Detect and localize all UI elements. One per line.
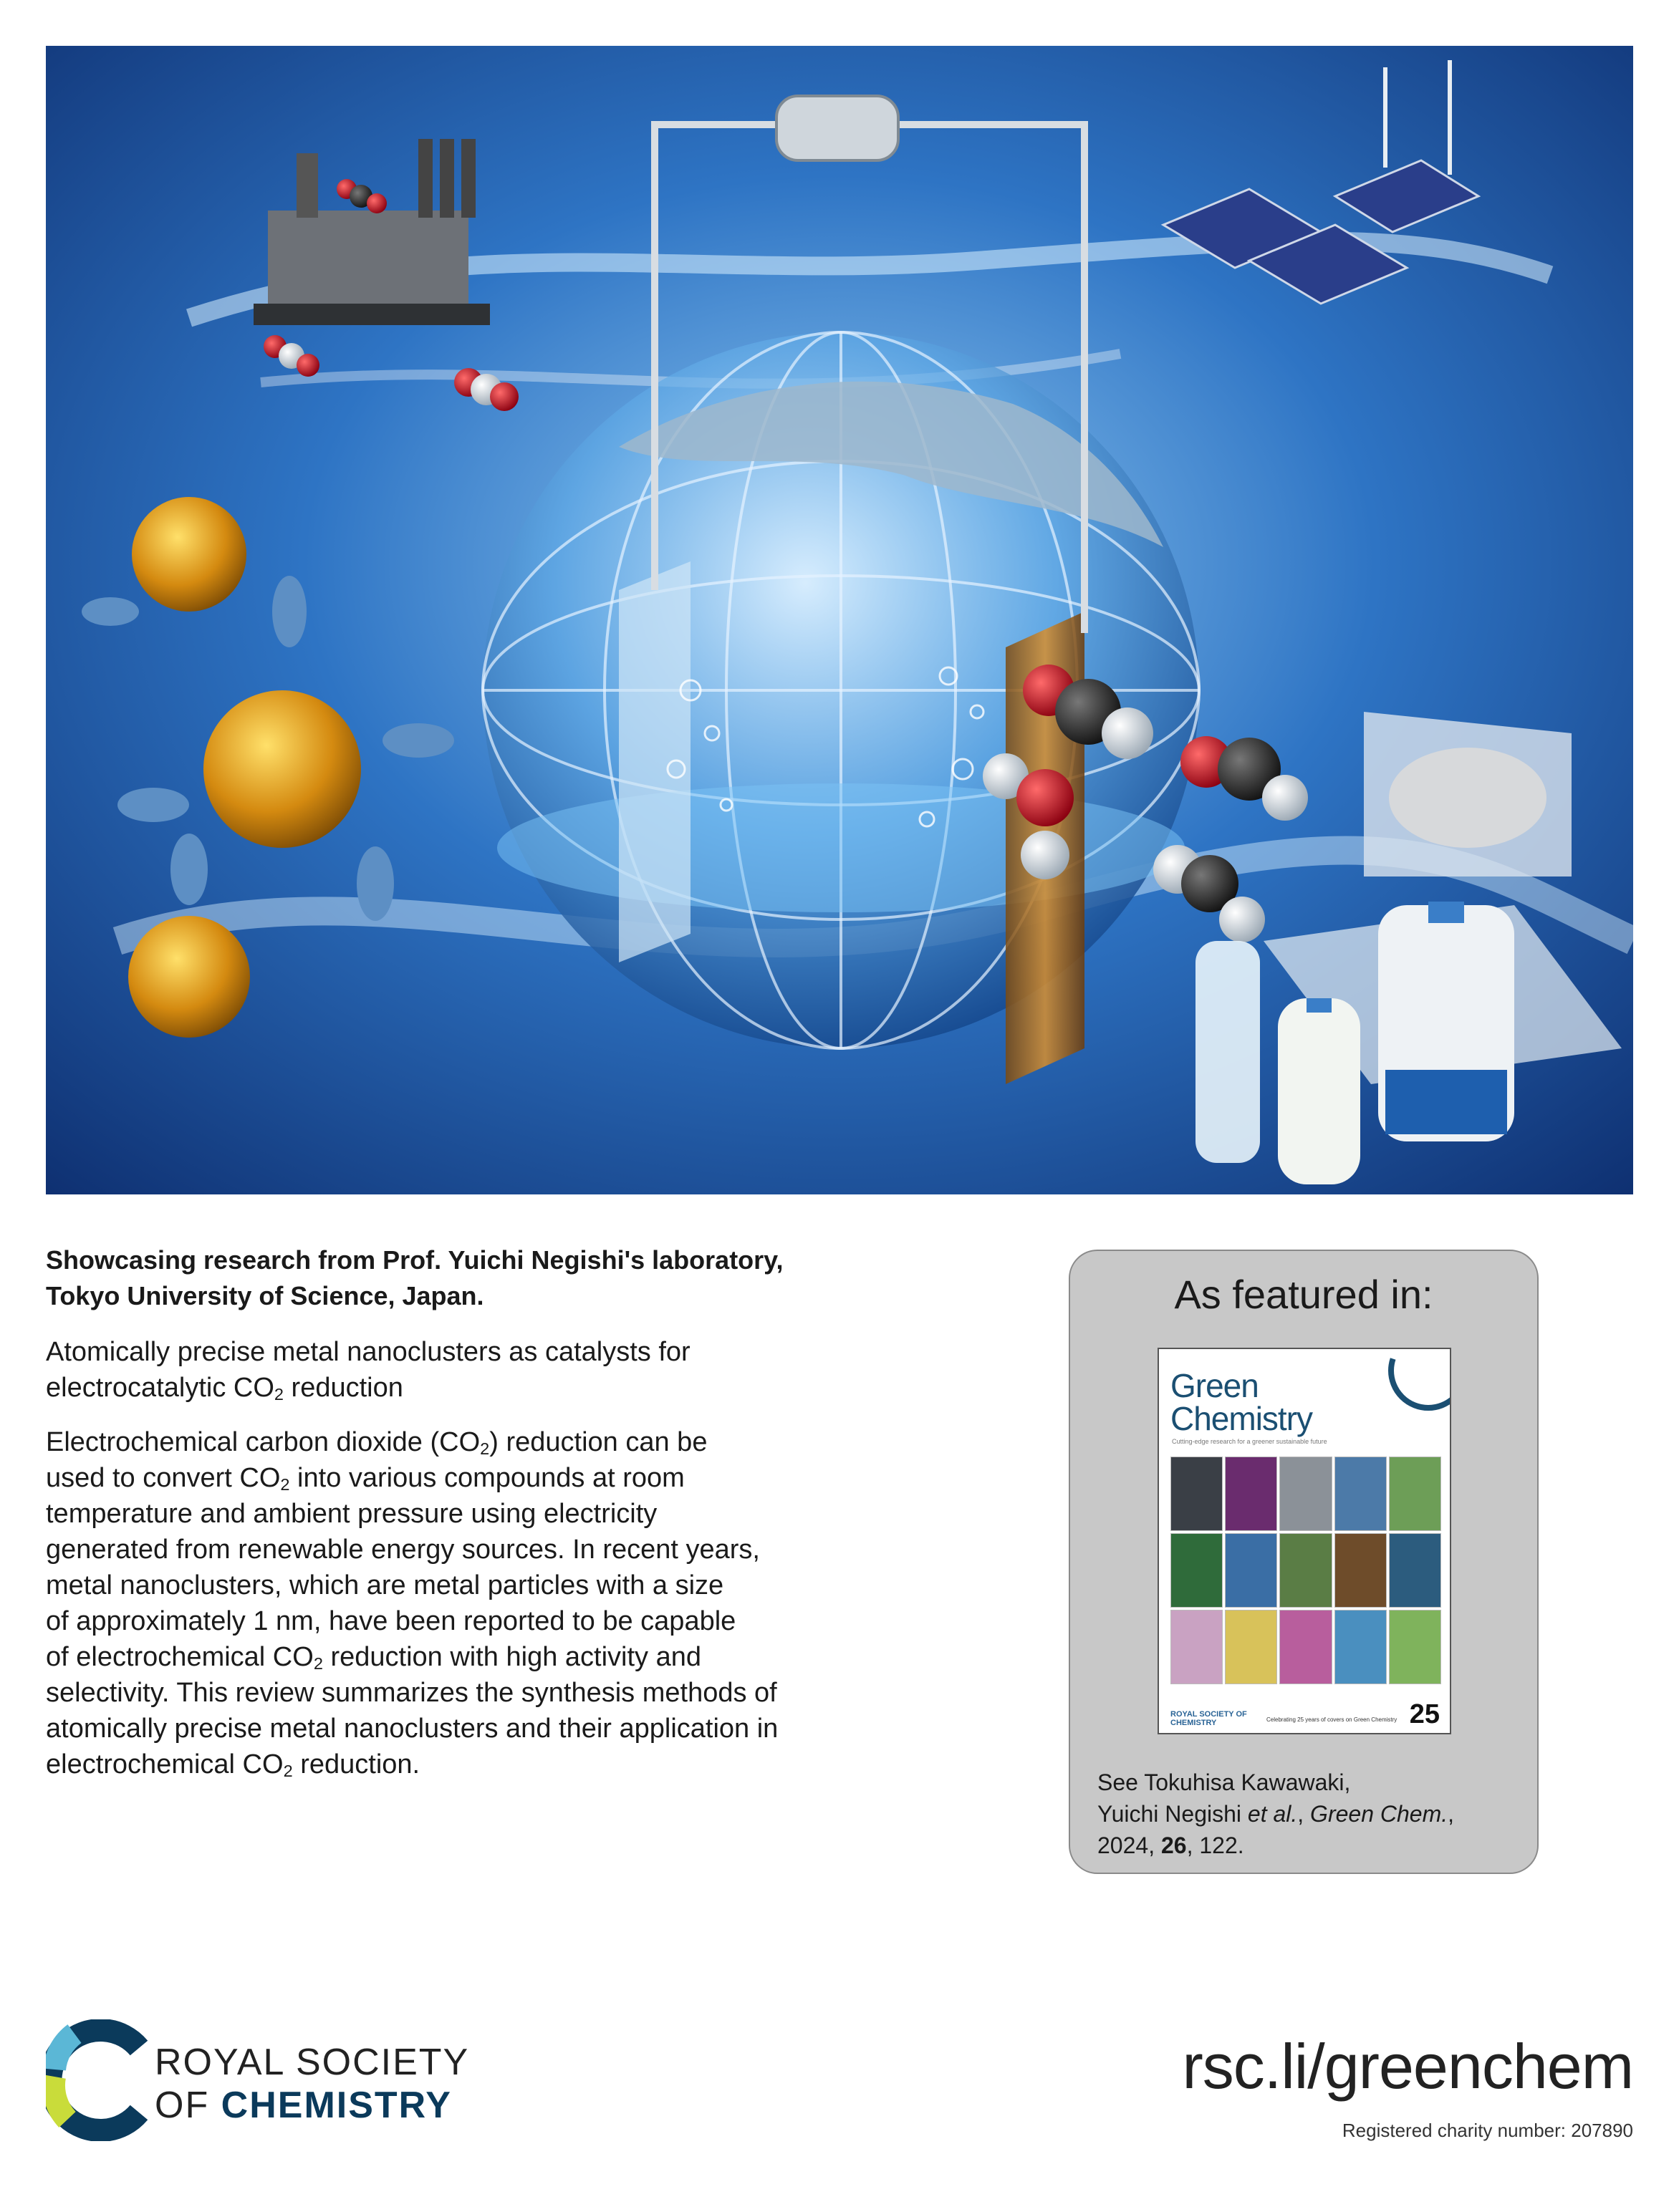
abstract-line: reduction with high activity and <box>322 1642 701 1672</box>
journal-title-line1: Green <box>1170 1367 1259 1404</box>
cover-mosaic <box>1170 1457 1441 1684</box>
featured-box <box>1069 1250 1539 1874</box>
co2-reduction-globe-illustration <box>46 46 1633 1194</box>
citation-separator: , <box>1297 1801 1311 1827</box>
rsc-of: OF <box>155 2085 221 2126</box>
article-title <box>46 1334 855 1406</box>
journal-footer-text: Celebrating 25 years of covers on Green Chemistry <box>1266 1716 1397 1723</box>
journal-title-line2: Chemistry <box>1170 1400 1313 1437</box>
citation-pages: , 122. <box>1186 1832 1244 1858</box>
abstract-line: electrochemical CO <box>46 1749 284 1779</box>
rsc-name-line2 <box>155 2084 452 2127</box>
abstract-line: selectivity. This review summarizes the synthesis methods of <box>46 1678 777 1708</box>
mosaic-tile <box>1279 1610 1332 1684</box>
abstract-line: atomically precise metal nanoclusters and their application in <box>46 1714 779 1744</box>
journal-url[interactable]: rsc.li/greenchem <box>1182 2031 1633 2102</box>
mosaic-tile <box>1279 1533 1332 1608</box>
citation-line: Yuichi Negishi <box>1097 1801 1248 1827</box>
abstract-line: temperature and ambient pressure using electricity <box>46 1499 658 1529</box>
mosaic-tile <box>1334 1457 1387 1531</box>
affiliation-line: Tokyo University of Science, Japan. <box>46 1281 484 1310</box>
mosaic-tile <box>1389 1533 1441 1608</box>
citation-line: See Tokuhisa Kawawaki, <box>1097 1769 1351 1795</box>
subscript: 2 <box>313 1654 323 1674</box>
subscript: 2 <box>274 1385 284 1404</box>
article-title-line2-end: reduction <box>284 1373 403 1403</box>
et-al: et al. <box>1247 1801 1298 1827</box>
citation-volume: 26 <box>1160 1832 1187 1858</box>
abstract-line: Electrochemical carbon dioxide (CO <box>46 1427 481 1457</box>
subscript: 2 <box>480 1439 490 1459</box>
mosaic-tile <box>1389 1457 1441 1531</box>
showcase-heading <box>46 1242 855 1314</box>
mosaic-tile <box>1170 1610 1223 1684</box>
citation-separator: , <box>1448 1801 1455 1827</box>
arc-icon <box>1385 1348 1451 1414</box>
subscript: 2 <box>283 1762 293 1781</box>
rsc-logo[interactable] <box>46 2019 497 2141</box>
mosaic-tile <box>1225 1610 1277 1684</box>
abstract-line: into various compounds at room <box>289 1463 685 1493</box>
text-column <box>46 1242 855 1782</box>
mosaic-tile <box>1225 1533 1277 1608</box>
rsc-name-line1: ROYAL SOCIETY <box>155 2042 470 2083</box>
mosaic-tile <box>1170 1457 1223 1531</box>
mosaic-tile <box>1334 1610 1387 1684</box>
journal-abbrev: Green Chem. <box>1310 1801 1448 1827</box>
article-title-line1: Atomically precise metal nanoclusters as catalysts for <box>46 1337 691 1367</box>
mosaic-tile <box>1334 1533 1387 1608</box>
mosaic-tile <box>1170 1533 1223 1608</box>
abstract-line: generated from renewable energy sources. In recent years, <box>46 1535 760 1565</box>
abstract-line: ) reduction can be <box>489 1427 708 1457</box>
abstract-text <box>46 1424 855 1782</box>
cover-illustration <box>46 46 1633 1194</box>
showcase-line: Showcasing research from Prof. Yuichi Negishi's laboratory, <box>46 1245 784 1275</box>
mosaic-tile <box>1279 1457 1332 1531</box>
journal-25-badge: 25 <box>1409 1699 1440 1729</box>
abstract-line: of approximately 1 nm, have been reported to be capable <box>46 1606 736 1636</box>
subscript: 2 <box>280 1475 290 1494</box>
mosaic-tile <box>1389 1610 1441 1684</box>
rsc-c-logo-icon <box>46 2019 153 2141</box>
article-title-line2: electrocatalytic CO <box>46 1373 274 1403</box>
charity-number: Registered charity number: 207890 <box>1342 2120 1633 2141</box>
abstract-line: of electrochemical CO <box>46 1642 314 1672</box>
mosaic-tile <box>1225 1457 1277 1531</box>
abstract-line: reduction. <box>292 1749 420 1779</box>
abstract-line: used to convert CO <box>46 1463 281 1493</box>
journal-rsc-footer: ROYAL SOCIETY OF CHEMISTRY <box>1170 1710 1247 1727</box>
featured-heading: As featured in: <box>1174 1272 1433 1317</box>
abstract-line: metal nanoclusters, which are metal particles with a size <box>46 1570 724 1600</box>
journal-cover-thumbnail[interactable] <box>1158 1348 1451 1734</box>
citation <box>1097 1767 1527 1861</box>
rsc-chemistry: CHEMISTRY <box>221 2085 452 2126</box>
citation-year: 2024, <box>1097 1832 1161 1858</box>
journal-tagline: Cutting-edge research for a greener sustainable future <box>1172 1438 1327 1445</box>
